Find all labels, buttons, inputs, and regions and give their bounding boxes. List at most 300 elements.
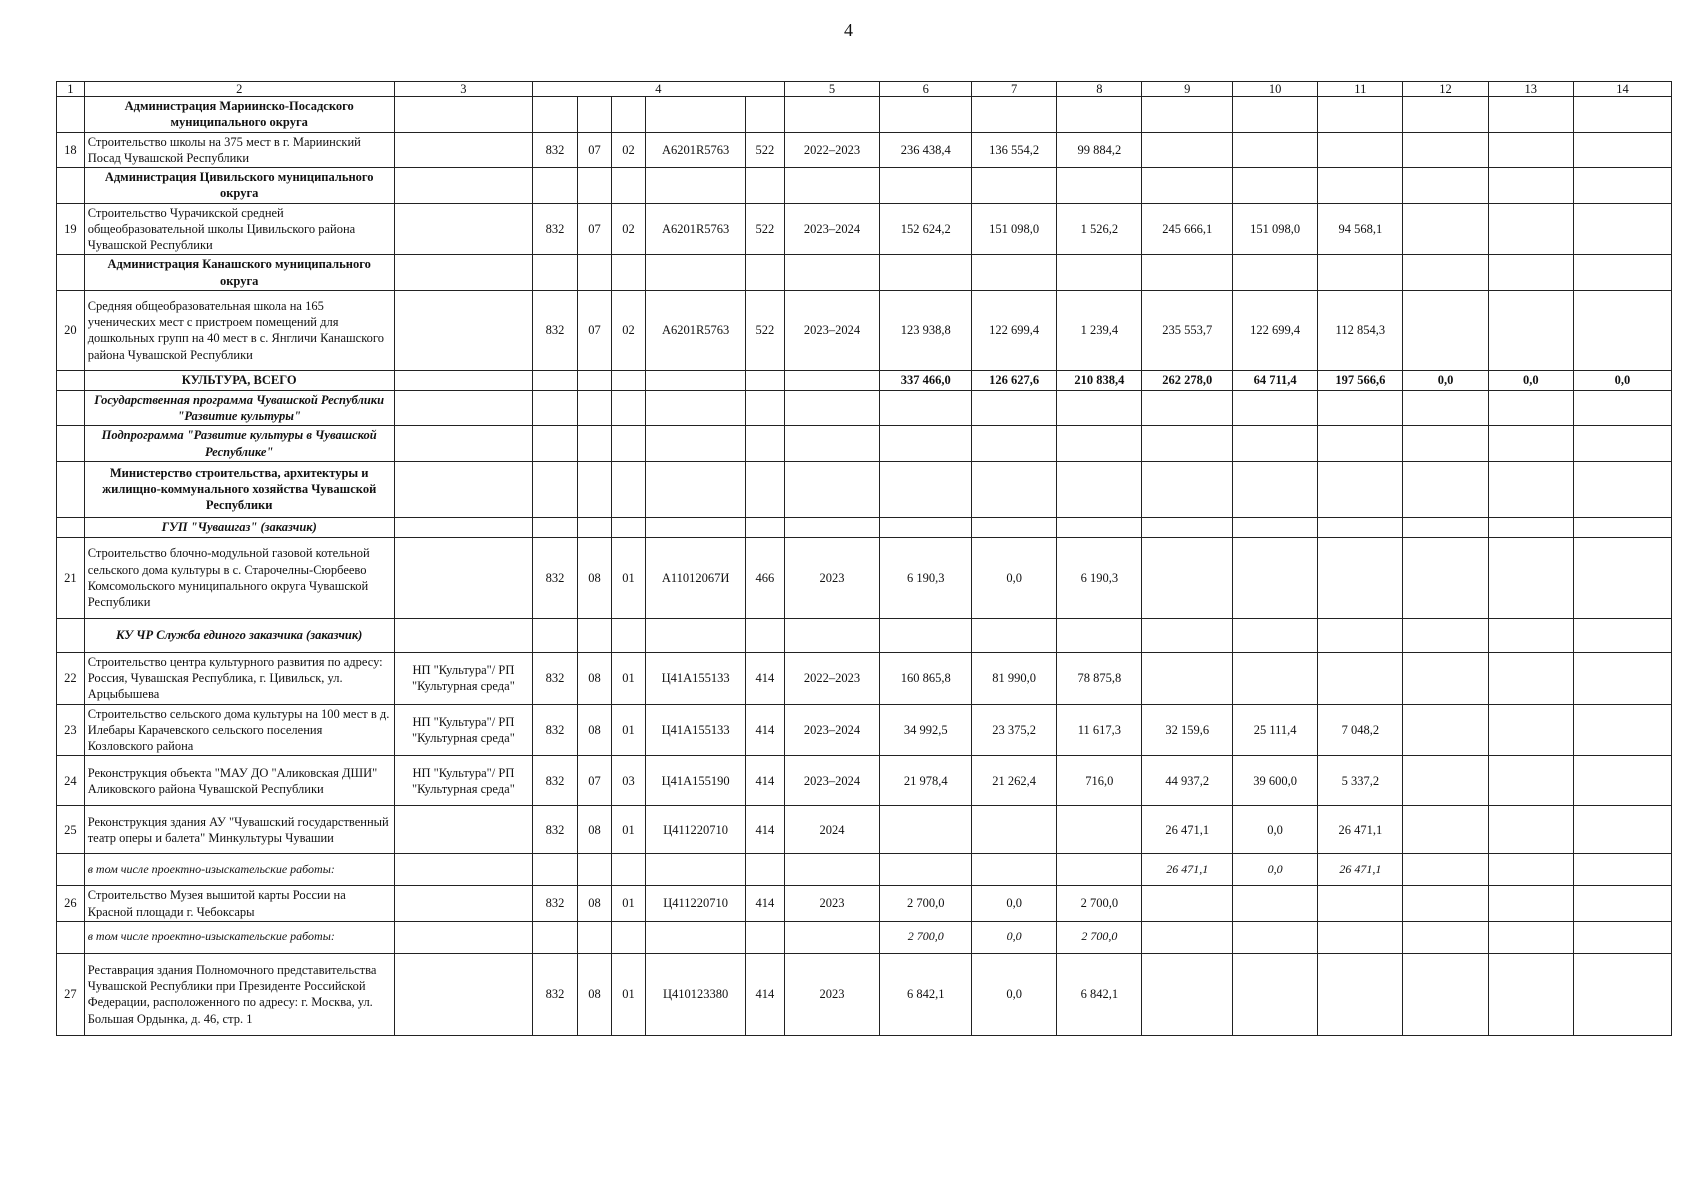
program-cell: НП "Культура"/ РП "Культурная среда" <box>394 652 532 704</box>
column-number: 11 <box>1318 82 1403 97</box>
cell-c11: 26 471,1 <box>1318 854 1403 886</box>
empty-cell <box>746 517 784 537</box>
cell-c14 <box>1573 390 1671 426</box>
page-number: 4 <box>844 20 853 40</box>
program-cell <box>394 290 532 370</box>
cell-c7 <box>972 618 1057 652</box>
empty-cell <box>611 618 645 652</box>
cell-c10: 39 600,0 <box>1233 756 1318 806</box>
empty-cell <box>533 618 578 652</box>
column-number-row <box>57 82 1672 97</box>
cell-csr: Ц410123380 <box>646 953 746 1035</box>
cell-c13 <box>1488 426 1573 462</box>
table-row <box>57 132 1672 168</box>
column-number: 6 <box>880 82 972 97</box>
program-cell <box>394 255 532 291</box>
cell-c9: 245 666,1 <box>1142 203 1233 255</box>
empty-cell <box>611 461 645 517</box>
cell-c11 <box>1318 652 1403 704</box>
program-cell <box>394 132 532 168</box>
cell-c7 <box>972 517 1057 537</box>
empty-cell <box>611 168 645 204</box>
cell-c9 <box>1142 255 1233 291</box>
cell-c6: 123 938,8 <box>880 290 972 370</box>
row-number: 27 <box>57 953 85 1035</box>
column-number: 1 <box>57 82 85 97</box>
cell-grbs: 832 <box>533 652 578 704</box>
empty-cell <box>611 921 645 953</box>
cell-csr: А11012067И <box>646 537 746 618</box>
table-row <box>57 854 1672 886</box>
cell-pr: 02 <box>611 132 645 168</box>
cell-c9 <box>1142 168 1233 204</box>
cell-c13 <box>1488 806 1573 854</box>
empty-cell <box>784 426 880 462</box>
cell-c10: 151 098,0 <box>1233 203 1318 255</box>
cell-c14 <box>1573 618 1671 652</box>
cell-c14 <box>1573 426 1671 462</box>
table-row <box>57 203 1672 255</box>
cell-c6: 2 700,0 <box>880 921 972 953</box>
row-number <box>57 618 85 652</box>
row-number <box>57 461 85 517</box>
cell-c12 <box>1403 97 1488 133</box>
cell-c13 <box>1488 618 1573 652</box>
empty-cell <box>611 370 645 390</box>
column-number: 10 <box>1233 82 1318 97</box>
cell-period: 2023–2024 <box>784 756 880 806</box>
cell-c13 <box>1488 203 1573 255</box>
empty-cell <box>746 921 784 953</box>
cell-c11: 112 854,3 <box>1318 290 1403 370</box>
cell-c12 <box>1403 618 1488 652</box>
column-number: 3 <box>394 82 532 97</box>
cell-c7 <box>972 255 1057 291</box>
cell-c12 <box>1403 517 1488 537</box>
empty-cell <box>746 618 784 652</box>
cell-vr: 414 <box>746 953 784 1035</box>
cell-c12 <box>1403 704 1488 756</box>
table-row <box>57 255 1672 291</box>
program-cell <box>394 517 532 537</box>
program-cell: НП "Культура"/ РП "Культурная среда" <box>394 704 532 756</box>
column-number: 8 <box>1057 82 1142 97</box>
object-name: Строительство центра культурного развития по адресу: Россия, Чувашская Республика, г. Цивильск, ул. Арцыбышева <box>84 652 394 704</box>
cell-pr: 03 <box>611 756 645 806</box>
column-number: 5 <box>784 82 880 97</box>
cell-c11: 197 566,6 <box>1318 370 1403 390</box>
cell-grbs: 832 <box>533 704 578 756</box>
table-row <box>57 537 1672 618</box>
cell-c9 <box>1142 426 1233 462</box>
cell-c7: 136 554,2 <box>972 132 1057 168</box>
cell-grbs: 832 <box>533 537 578 618</box>
cell-csr: А6201R5763 <box>646 290 746 370</box>
cell-c10: 64 711,4 <box>1233 370 1318 390</box>
empty-cell <box>646 390 746 426</box>
row-number <box>57 517 85 537</box>
cell-c6 <box>880 618 972 652</box>
empty-cell <box>646 461 746 517</box>
cell-c10 <box>1233 255 1318 291</box>
empty-cell <box>577 517 611 537</box>
cell-c8 <box>1057 806 1142 854</box>
cell-pr: 02 <box>611 290 645 370</box>
empty-cell <box>784 854 880 886</box>
column-number: 4 <box>533 82 784 97</box>
cell-c13 <box>1488 652 1573 704</box>
program-cell <box>394 537 532 618</box>
object-name: Строительство Музея вышитой карты России на Красной площади г. Чебоксары <box>84 886 394 922</box>
cell-c13 <box>1488 168 1573 204</box>
empty-cell <box>577 426 611 462</box>
cell-c8 <box>1057 97 1142 133</box>
cell-c10 <box>1233 426 1318 462</box>
object-name: Реставрация здания Полномочного представительства Чувашской Республики при Президенте Российской Федерации, расположенного по адресу: г. Москва, ул. Большая Ордынка, д. 46, стр. 1 <box>84 953 394 1035</box>
empty-cell <box>611 854 645 886</box>
cell-c11 <box>1318 168 1403 204</box>
object-name: в том числе проектно-изыскательские работы: <box>84 854 394 886</box>
cell-vr: 522 <box>746 203 784 255</box>
cell-grbs: 832 <box>533 886 578 922</box>
object-name: Строительство Чурачикской средней общеобразовательной школы Цивильского района Чувашской Республики <box>84 203 394 255</box>
object-name: Министерство строительства, архитектуры и жилищно-коммунального хозяйства Чувашской Республики <box>84 461 394 517</box>
cell-rz: 08 <box>577 886 611 922</box>
cell-c12 <box>1403 203 1488 255</box>
column-number: 12 <box>1403 82 1488 97</box>
empty-cell <box>646 97 746 133</box>
cell-c6 <box>880 168 972 204</box>
cell-c10 <box>1233 618 1318 652</box>
cell-c14 <box>1573 537 1671 618</box>
cell-period: 2023 <box>784 537 880 618</box>
row-number <box>57 921 85 953</box>
object-name: Реконструкция здания АУ "Чувашский государственный театр оперы и балета" Минкультуры Чувашии <box>84 806 394 854</box>
empty-cell <box>784 255 880 291</box>
cell-c13 <box>1488 290 1573 370</box>
cell-c6: 160 865,8 <box>880 652 972 704</box>
cell-vr: 414 <box>746 704 784 756</box>
cell-c6 <box>880 461 972 517</box>
table-row <box>57 618 1672 652</box>
cell-c13 <box>1488 390 1573 426</box>
cell-c14 <box>1573 168 1671 204</box>
cell-c6: 6 842,1 <box>880 953 972 1035</box>
cell-vr: 466 <box>746 537 784 618</box>
cell-rz: 07 <box>577 290 611 370</box>
cell-c12 <box>1403 921 1488 953</box>
cell-c9 <box>1142 537 1233 618</box>
empty-cell <box>577 168 611 204</box>
cell-c14 <box>1573 132 1671 168</box>
column-number: 13 <box>1488 82 1573 97</box>
empty-cell <box>646 921 746 953</box>
cell-c12 <box>1403 390 1488 426</box>
cell-c7 <box>972 806 1057 854</box>
object-name: Подпрограмма "Развитие культуры в Чувашской Республике" <box>84 426 394 462</box>
row-number <box>57 168 85 204</box>
empty-cell <box>533 168 578 204</box>
column-number: 2 <box>84 82 394 97</box>
cell-c11: 5 337,2 <box>1318 756 1403 806</box>
cell-period: 2023–2024 <box>784 203 880 255</box>
cell-c6 <box>880 390 972 426</box>
object-name: Администрация Канашского муниципального округа <box>84 255 394 291</box>
cell-c11 <box>1318 886 1403 922</box>
row-number: 25 <box>57 806 85 854</box>
column-number: 14 <box>1573 82 1671 97</box>
empty-cell <box>646 618 746 652</box>
cell-c14 <box>1573 97 1671 133</box>
cell-rz: 08 <box>577 652 611 704</box>
cell-c10: 0,0 <box>1233 854 1318 886</box>
cell-c13 <box>1488 461 1573 517</box>
table-row <box>57 756 1672 806</box>
empty-cell <box>746 370 784 390</box>
cell-period: 2023–2024 <box>784 290 880 370</box>
empty-cell <box>746 390 784 426</box>
object-name: Средняя общеобразовательная школа на 165 ученических мест с пристроем помещений для дошкольных групп на 40 мест в с. Янгличи Канашского района Чувашской Республики <box>84 290 394 370</box>
column-number: 7 <box>972 82 1057 97</box>
cell-c8 <box>1057 461 1142 517</box>
cell-c9 <box>1142 390 1233 426</box>
empty-cell <box>746 854 784 886</box>
program-cell <box>394 370 532 390</box>
cell-c7: 0,0 <box>972 537 1057 618</box>
cell-grbs: 832 <box>533 953 578 1035</box>
cell-c10 <box>1233 97 1318 133</box>
row-number <box>57 97 85 133</box>
cell-c13 <box>1488 886 1573 922</box>
cell-c7: 23 375,2 <box>972 704 1057 756</box>
row-number <box>57 255 85 291</box>
table-row <box>57 97 1672 133</box>
cell-c14 <box>1573 854 1671 886</box>
cell-period: 2024 <box>784 806 880 854</box>
cell-c12 <box>1403 806 1488 854</box>
cell-vr: 522 <box>746 290 784 370</box>
cell-c7 <box>972 854 1057 886</box>
cell-c7: 151 098,0 <box>972 203 1057 255</box>
row-number <box>57 854 85 886</box>
object-name: Строительство сельского дома культуры на 100 мест в д. Илебары Карачевского сельского поселения Козловского района <box>84 704 394 756</box>
cell-c12 <box>1403 886 1488 922</box>
cell-c6: 34 992,5 <box>880 704 972 756</box>
empty-cell <box>784 461 880 517</box>
cell-c7: 122 699,4 <box>972 290 1057 370</box>
cell-c12 <box>1403 290 1488 370</box>
program-cell <box>394 390 532 426</box>
empty-cell <box>577 370 611 390</box>
cell-c10: 0,0 <box>1233 806 1318 854</box>
cell-rz: 08 <box>577 806 611 854</box>
cell-c8: 210 838,4 <box>1057 370 1142 390</box>
cell-csr: А6201R5763 <box>646 203 746 255</box>
object-name: Государственная программа Чувашской Республики "Развитие культуры" <box>84 390 394 426</box>
cell-c12 <box>1403 255 1488 291</box>
cell-c9: 262 278,0 <box>1142 370 1233 390</box>
cell-c13 <box>1488 953 1573 1035</box>
cell-c9: 235 553,7 <box>1142 290 1233 370</box>
cell-c9 <box>1142 652 1233 704</box>
cell-c6: 152 624,2 <box>880 203 972 255</box>
program-cell <box>394 461 532 517</box>
empty-cell <box>646 255 746 291</box>
cell-c14 <box>1573 704 1671 756</box>
cell-pr: 01 <box>611 953 645 1035</box>
empty-cell <box>784 390 880 426</box>
cell-period: 2022–2023 <box>784 132 880 168</box>
cell-grbs: 832 <box>533 756 578 806</box>
cell-c14 <box>1573 756 1671 806</box>
cell-c12 <box>1403 756 1488 806</box>
cell-c9: 26 471,1 <box>1142 806 1233 854</box>
cell-vr: 414 <box>746 886 784 922</box>
cell-c10 <box>1233 886 1318 922</box>
cell-c12 <box>1403 461 1488 517</box>
cell-c11 <box>1318 97 1403 133</box>
cell-c11 <box>1318 461 1403 517</box>
cell-c12 <box>1403 537 1488 618</box>
cell-period: 2023 <box>784 886 880 922</box>
empty-cell <box>784 618 880 652</box>
cell-grbs: 832 <box>533 806 578 854</box>
table-row <box>57 461 1672 517</box>
cell-c9 <box>1142 921 1233 953</box>
budget-table <box>56 81 1672 1036</box>
cell-rz: 08 <box>577 953 611 1035</box>
empty-cell <box>784 921 880 953</box>
object-name: КУ ЧР Служба единого заказчика (заказчик) <box>84 618 394 652</box>
cell-period: 2022–2023 <box>784 652 880 704</box>
cell-c14 <box>1573 953 1671 1035</box>
cell-c8: 6 190,3 <box>1057 537 1142 618</box>
empty-cell <box>533 390 578 426</box>
cell-csr: Ц41А155133 <box>646 652 746 704</box>
cell-c6 <box>880 517 972 537</box>
empty-cell <box>533 854 578 886</box>
empty-cell <box>577 390 611 426</box>
table-row <box>57 953 1672 1035</box>
row-number: 26 <box>57 886 85 922</box>
cell-c7: 0,0 <box>972 921 1057 953</box>
empty-cell <box>746 426 784 462</box>
row-number: 24 <box>57 756 85 806</box>
empty-cell <box>533 461 578 517</box>
program-cell <box>394 97 532 133</box>
empty-cell <box>533 97 578 133</box>
cell-c11 <box>1318 132 1403 168</box>
program-cell <box>394 168 532 204</box>
cell-c14 <box>1573 806 1671 854</box>
cell-c9 <box>1142 953 1233 1035</box>
empty-cell <box>784 97 880 133</box>
row-number: 19 <box>57 203 85 255</box>
cell-c9 <box>1142 97 1233 133</box>
cell-grbs: 832 <box>533 203 578 255</box>
empty-cell <box>611 255 645 291</box>
cell-csr: Ц411220710 <box>646 806 746 854</box>
empty-cell <box>784 517 880 537</box>
program-cell <box>394 953 532 1035</box>
cell-vr: 522 <box>746 132 784 168</box>
program-cell <box>394 618 532 652</box>
cell-c9: 32 159,6 <box>1142 704 1233 756</box>
empty-cell <box>533 921 578 953</box>
cell-c14 <box>1573 517 1671 537</box>
cell-c8 <box>1057 426 1142 462</box>
row-number: 21 <box>57 537 85 618</box>
object-name: Администрация Цивильского муниципального округа <box>84 168 394 204</box>
empty-cell <box>646 517 746 537</box>
cell-c11: 7 048,2 <box>1318 704 1403 756</box>
cell-vr: 414 <box>746 756 784 806</box>
program-cell <box>394 203 532 255</box>
cell-c8 <box>1057 517 1142 537</box>
row-number <box>57 370 85 390</box>
table-row <box>57 921 1672 953</box>
empty-cell <box>577 921 611 953</box>
cell-c13: 0,0 <box>1488 370 1573 390</box>
cell-pr: 01 <box>611 886 645 922</box>
empty-cell <box>577 255 611 291</box>
cell-rz: 08 <box>577 704 611 756</box>
cell-c8: 78 875,8 <box>1057 652 1142 704</box>
row-number <box>57 390 85 426</box>
cell-c11 <box>1318 953 1403 1035</box>
table-row <box>57 517 1672 537</box>
cell-csr: А6201R5763 <box>646 132 746 168</box>
cell-c12 <box>1403 953 1488 1035</box>
empty-cell <box>646 370 746 390</box>
cell-c8 <box>1057 255 1142 291</box>
cell-c7 <box>972 97 1057 133</box>
cell-c9: 44 937,2 <box>1142 756 1233 806</box>
cell-c6 <box>880 255 972 291</box>
cell-c13 <box>1488 756 1573 806</box>
cell-c8: 1 239,4 <box>1057 290 1142 370</box>
cell-c7: 21 262,4 <box>972 756 1057 806</box>
cell-c6: 6 190,3 <box>880 537 972 618</box>
cell-c6 <box>880 806 972 854</box>
row-number: 22 <box>57 652 85 704</box>
object-name: Реконструкция объекта "МАУ ДО "Аликовская ДШИ" Аликовского района Чувашской Республики <box>84 756 394 806</box>
cell-rz: 07 <box>577 203 611 255</box>
cell-c6: 236 438,4 <box>880 132 972 168</box>
cell-rz: 08 <box>577 537 611 618</box>
table-row <box>57 652 1672 704</box>
table-row <box>57 168 1672 204</box>
object-name: Администрация Мариинско-Посадского муниципального округа <box>84 97 394 133</box>
empty-cell <box>533 255 578 291</box>
cell-c12 <box>1403 854 1488 886</box>
empty-cell <box>646 168 746 204</box>
table-row <box>57 426 1672 462</box>
cell-c6 <box>880 426 972 462</box>
cell-c9: 26 471,1 <box>1142 854 1233 886</box>
empty-cell <box>577 854 611 886</box>
cell-c11 <box>1318 390 1403 426</box>
cell-c7 <box>972 461 1057 517</box>
cell-c7 <box>972 390 1057 426</box>
cell-c14 <box>1573 652 1671 704</box>
object-name: КУЛЬТУРА, ВСЕГО <box>84 370 394 390</box>
cell-c8 <box>1057 168 1142 204</box>
cell-c13 <box>1488 132 1573 168</box>
cell-c9 <box>1142 132 1233 168</box>
cell-rz: 07 <box>577 756 611 806</box>
cell-csr: Ц411220710 <box>646 886 746 922</box>
